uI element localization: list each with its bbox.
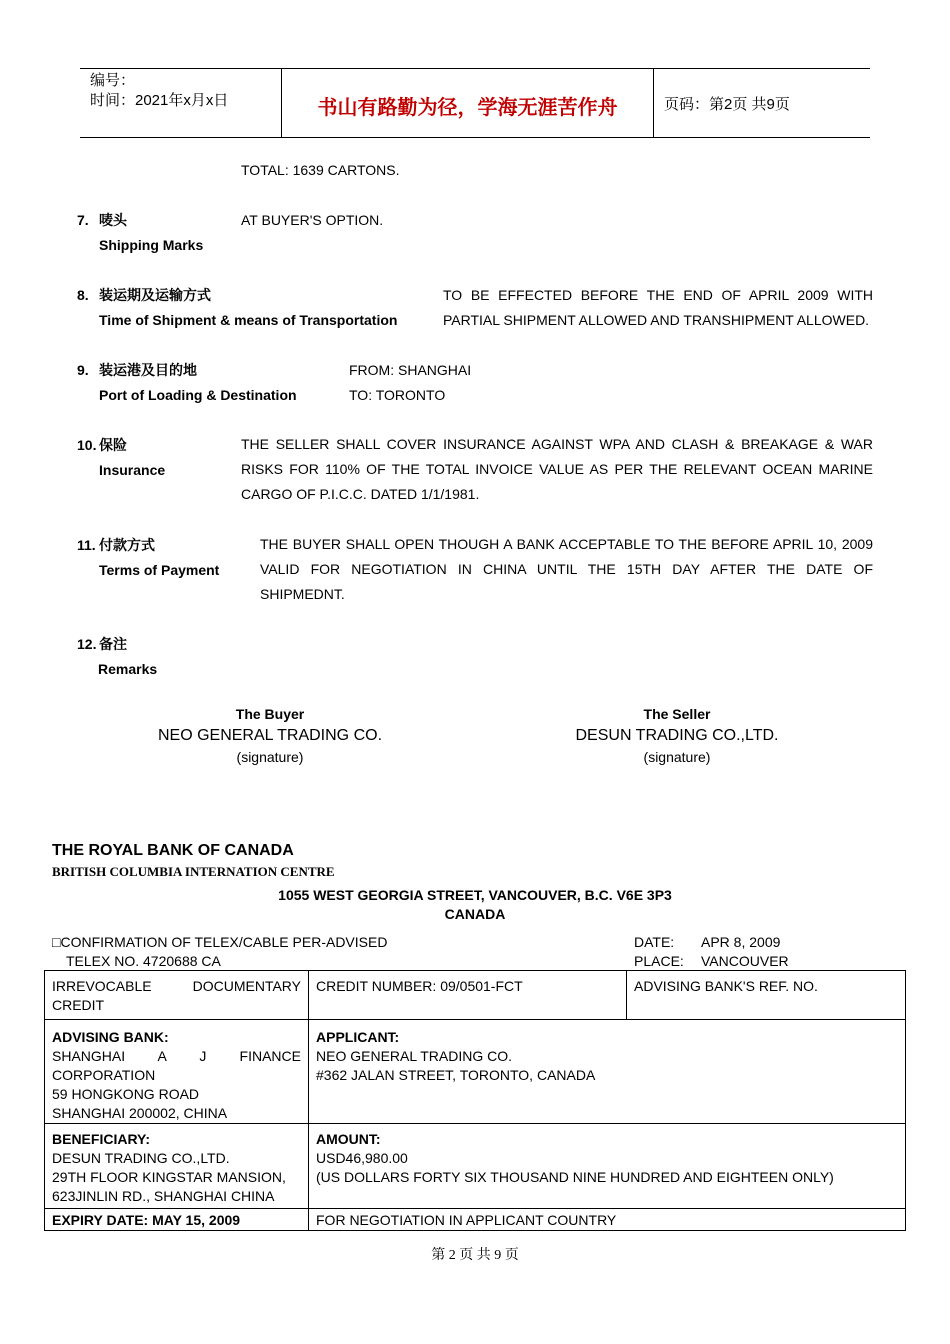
- credit-number-cell: [309, 971, 627, 1020]
- clause-number: 8.: [77, 287, 89, 303]
- buyer-name: NEO GENERAL TRADING CO.: [157, 727, 383, 744]
- applicant-line: #362 JALAN STREET, TORONTO, CANADA: [316, 1067, 596, 1083]
- buyer-role: The Buyer: [235, 706, 305, 722]
- advising-bank-cell: [45, 1020, 309, 1124]
- beneficiary-cell: [45, 1124, 309, 1209]
- clause-text: THE SELLER SHALL COVER INSURANCE AGAINST WPA AND CLASH & BREAKAGE & WAR RISKS FOR 110% OF THE TOTAL INVOICE VALUE AS PER THE RELEVANT OCEAN MARINE CARGO OF P.I.C.C. DATED 1/1/1981.: [241, 436, 873, 502]
- clause-title-cn: 装运期及运输方式: [99, 287, 211, 303]
- port-of-destination: TO: TORONTO: [349, 387, 446, 403]
- clause-title-en: Remarks: [98, 661, 158, 677]
- advising-bank-line: CORPORATION: [52, 1067, 156, 1083]
- credit-table: [44, 970, 906, 1231]
- bank-country: CANADA: [444, 906, 506, 922]
- amount-value: USD46,980.00: [316, 1150, 408, 1166]
- amount-cell: [309, 1124, 906, 1209]
- clause-title-en: Shipping Marks: [99, 237, 204, 253]
- credit-type-cell: [45, 971, 309, 1020]
- telex-number: TELEX NO. 4720688 CA: [66, 953, 221, 969]
- clause-title-en: Terms of Payment: [99, 562, 220, 578]
- clause-number: 11.: [77, 537, 96, 553]
- total-cartons: TOTAL: 1639 CARTONS.: [241, 162, 400, 178]
- credit-type: IRREVOCABLE DOCUMENTARY: [52, 978, 301, 994]
- page-footer: 第 2 页 共 9 页: [431, 1248, 519, 1263]
- place-value: VANCOUVER: [701, 953, 789, 969]
- clause-number: 7.: [77, 212, 89, 228]
- applicant-label: APPLICANT:: [316, 1029, 400, 1045]
- clause-title-cn: 保险: [99, 437, 127, 453]
- seller-signature: (signature): [643, 749, 711, 765]
- table-row: [45, 1124, 906, 1209]
- clause-title-cn: 付款方式: [99, 537, 155, 553]
- negotiation-cell: [309, 1209, 906, 1231]
- bank-name: THE ROYAL BANK OF CANADA: [52, 842, 294, 859]
- beneficiary-line: DESUN TRADING CO.,LTD.: [52, 1150, 230, 1166]
- buyer-signature-block: [120, 705, 420, 768]
- expiry-cell: [45, 1209, 309, 1231]
- advising-ref-cell: [627, 971, 906, 1020]
- clause-title-en: Insurance: [99, 462, 166, 478]
- clause-text: THE BUYER SHALL OPEN THOUGH A BANK ACCEPTABLE TO THE BEFORE APRIL 10, 2009 VALID FOR NEGOTIATION IN CHINA UNTIL THE 15TH DAY AFTER THE DATE OF SHIPMEDNT.: [260, 536, 873, 602]
- negotiation-place: FOR NEGOTIATION IN APPLICANT COUNTRY: [316, 1212, 617, 1228]
- date-label: DATE:: [634, 934, 675, 950]
- port-of-loading: FROM: SHANGHAI: [349, 362, 472, 378]
- seller-role: The Seller: [643, 706, 711, 722]
- clause-title-cn: 唛头: [99, 212, 127, 228]
- expiry-date: EXPIRY DATE: MAY 15, 2009: [52, 1212, 241, 1228]
- applicant-line: NEO GENERAL TRADING CO.: [316, 1048, 513, 1064]
- applicant-cell: [309, 1020, 906, 1124]
- seller-signature-block: [527, 705, 827, 768]
- advising-bank-label: ADVISING BANK:: [52, 1029, 169, 1045]
- bank-address: 1055 WEST GEORGIA STREET, VANCOUVER, B.C. V6E 3P3: [278, 887, 672, 903]
- credit-number: CREDIT NUMBER: 09/0501-FCT: [316, 978, 523, 994]
- beneficiary-label: BENEFICIARY:: [52, 1131, 150, 1147]
- place-label: PLACE:: [634, 953, 684, 969]
- bank-centre: BRITISH COLUMBIA INTERNATION CENTRE: [52, 864, 335, 879]
- seller-name: DESUN TRADING CO.,LTD.: [575, 727, 779, 744]
- clause-text: AT BUYER'S OPTION.: [241, 212, 384, 228]
- clause-number: 12.: [77, 636, 97, 652]
- buyer-signature: (signature): [236, 749, 304, 765]
- page-header: [80, 68, 870, 138]
- header-motto: 书山有路勤为径，学海无涯苦作舟: [317, 95, 618, 119]
- document-number-label: 编号：: [90, 72, 136, 89]
- table-row: [45, 1020, 906, 1124]
- amount-label: AMOUNT:: [316, 1131, 381, 1147]
- credit-type-cont: CREDIT: [52, 997, 105, 1013]
- clause-number: 9.: [77, 362, 89, 378]
- confirmation-line: □CONFIRMATION OF TELEX/CABLE PER-ADVISED: [52, 934, 388, 950]
- clause-title-cn: 装运港及目的地: [99, 362, 197, 378]
- table-row: [45, 971, 906, 1020]
- advising-bank-line: 59 HONGKONG ROAD: [52, 1086, 200, 1102]
- clause-title-en: Port of Loading & Destination: [99, 387, 297, 403]
- header-divider: [653, 69, 654, 137]
- beneficiary-line: 623JINLIN RD., SHANGHAI CHINA: [52, 1188, 275, 1204]
- amount-in-words: (US DOLLARS FORTY SIX THOUSAND NINE HUNDRED AND EIGHTEEN ONLY): [316, 1169, 834, 1185]
- advising-bank-line: SHANGHAI A J FINANCE: [52, 1048, 301, 1064]
- table-row: [45, 1209, 906, 1231]
- clause-text: TO BE EFFECTED BEFORE THE END OF APRIL 2009 WITH PARTIAL SHIPMENT ALLOWED AND TRANSHIPMENT ALLOWED.: [443, 287, 873, 328]
- advising-bank-line: SHANGHAI 200002, CHINA: [52, 1105, 228, 1121]
- beneficiary-line: 29TH FLOOR KINGSTAR MANSION,: [52, 1169, 286, 1185]
- document-time: 时间：2021年x月x日: [90, 92, 229, 109]
- advising-bank-ref: ADVISING BANK'S REF. NO.: [634, 978, 818, 994]
- clause-title-en: Time of Shipment & means of Transportation: [99, 312, 398, 328]
- header-page-info: 页码：第2页 共9页: [664, 96, 790, 113]
- clause-title-cn: 备注: [99, 636, 127, 652]
- clause-number: 10.: [77, 437, 97, 453]
- date-value: APR 8, 2009: [701, 934, 781, 950]
